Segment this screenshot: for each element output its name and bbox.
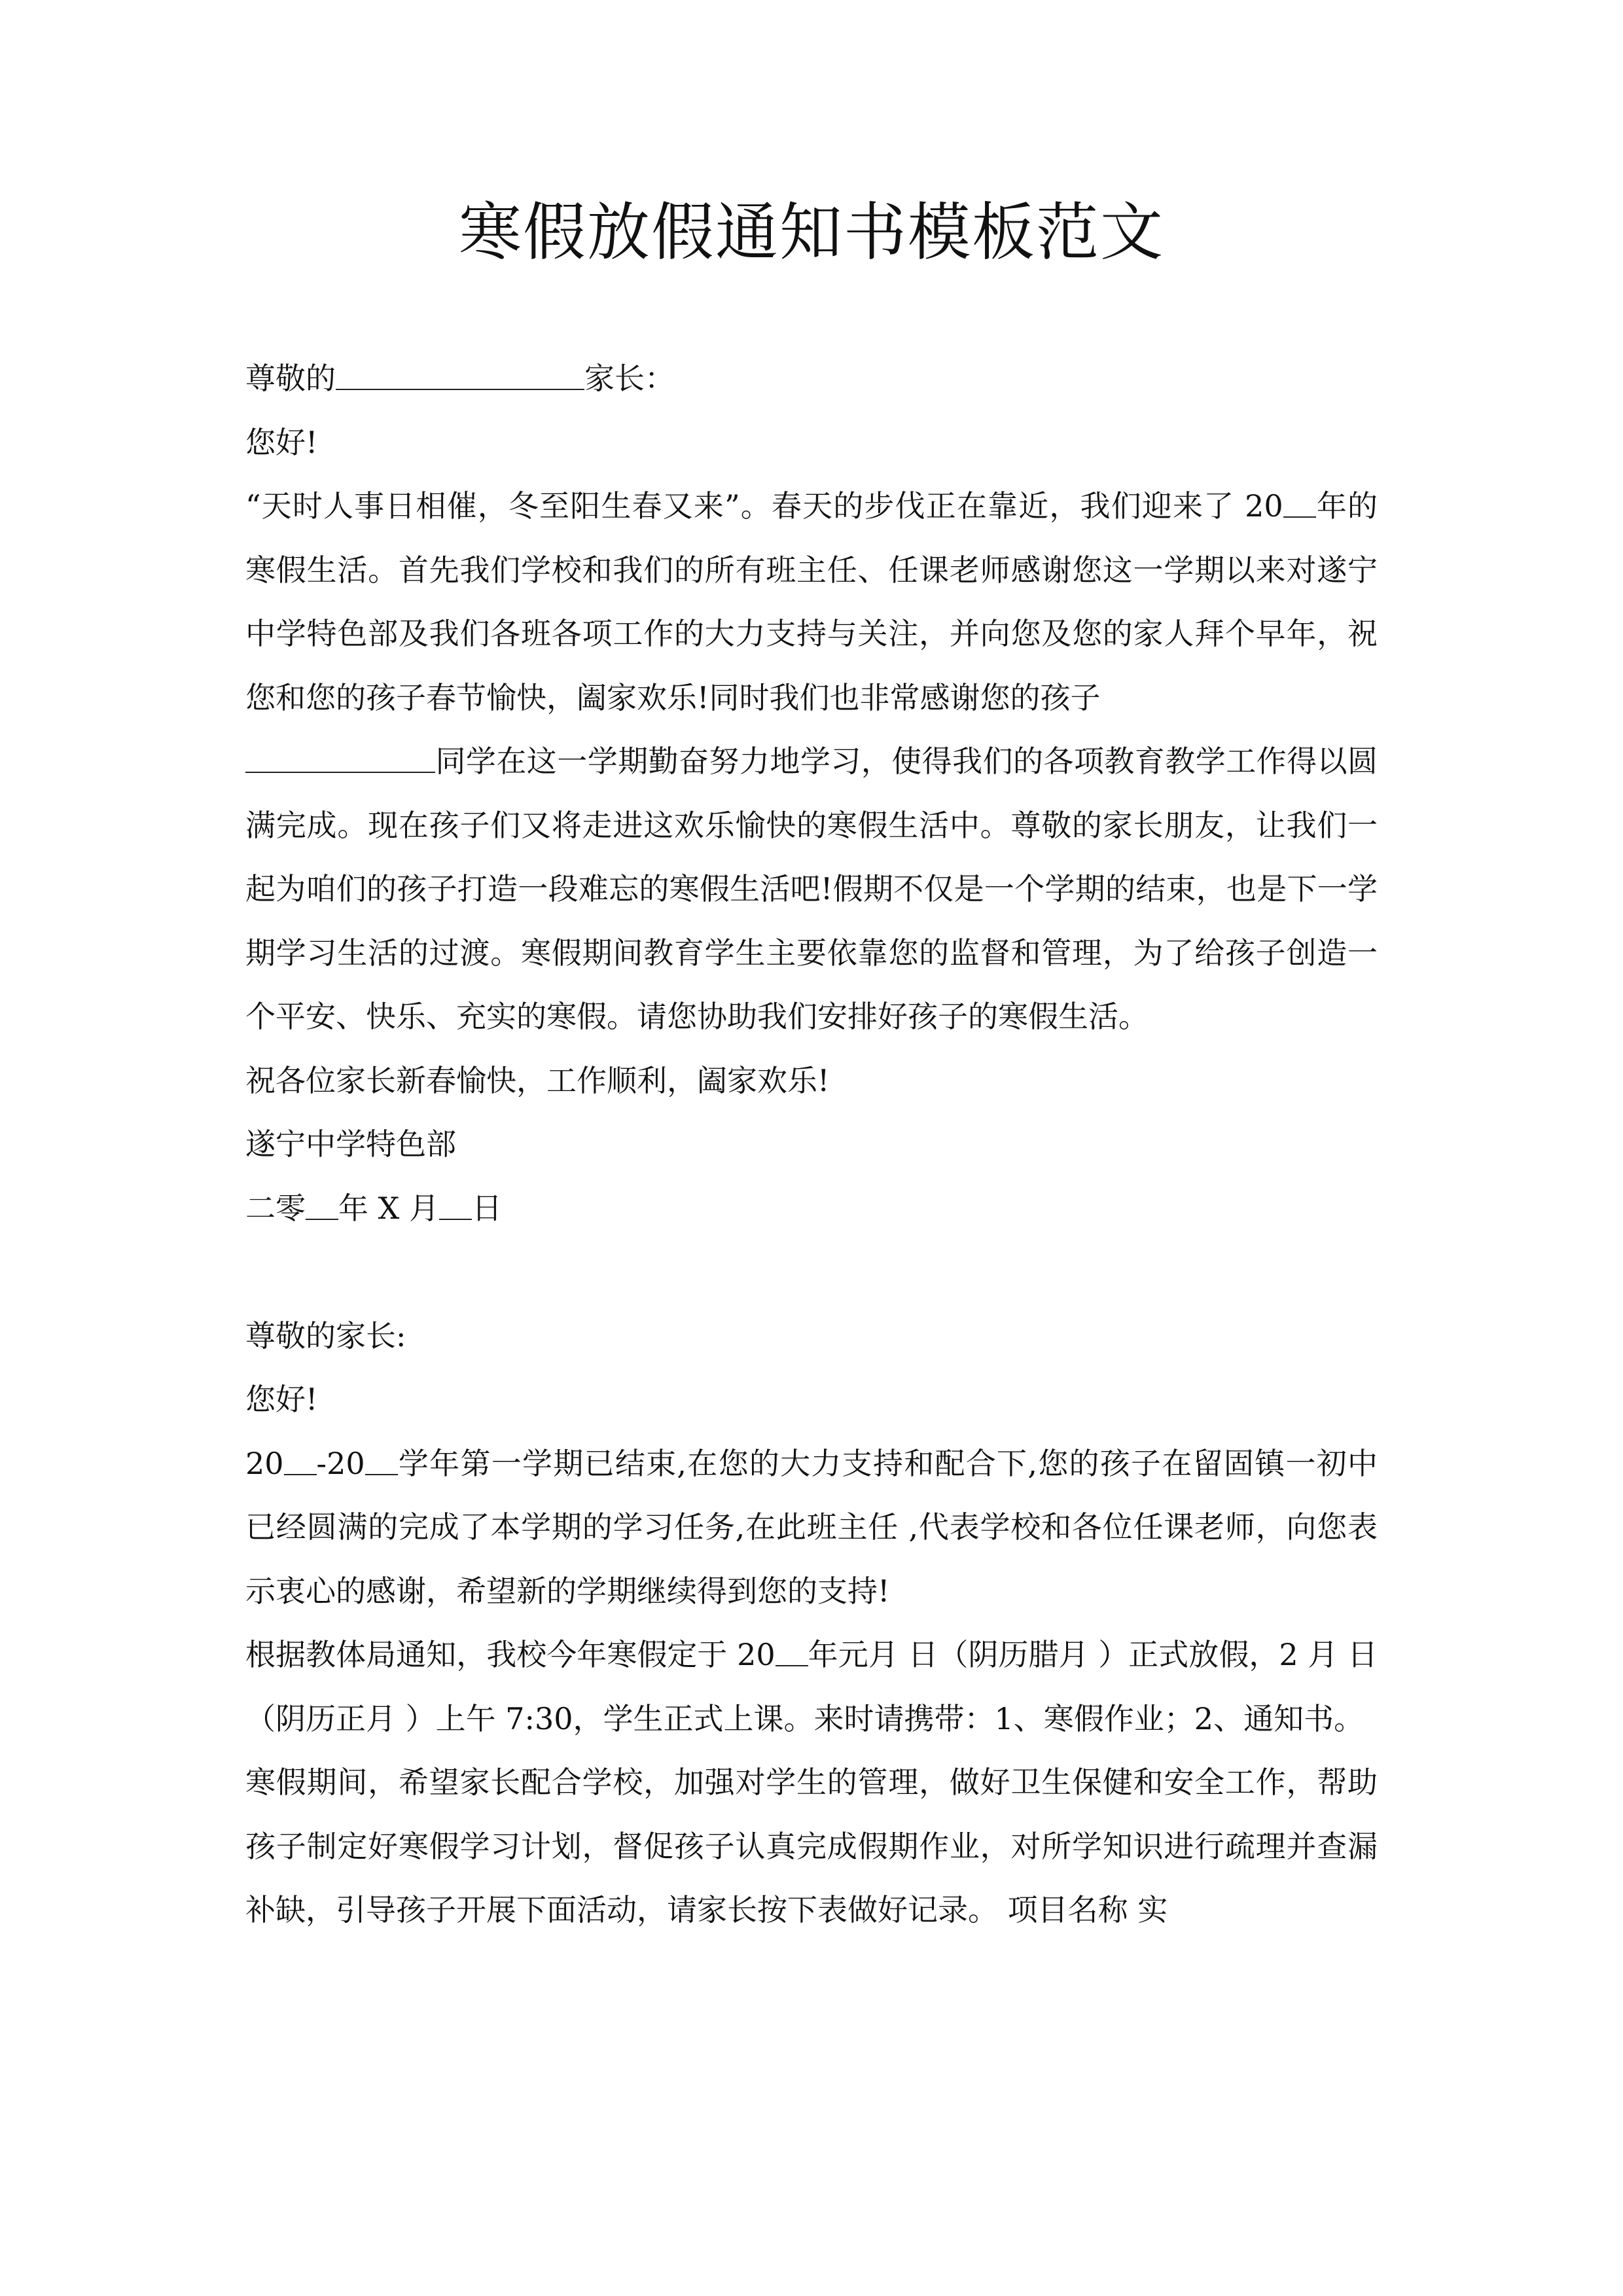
page-title: 寒假放假通知书模板范文 [459, 196, 1164, 269]
document-body [245, 347, 1378, 1943]
para-text: 学年第一学期已结束,在您的大力支持和配合下,您的孩子在留固镇一初中已经圆满的完成了本学期的学习任务,在此班主任 ,代表学校和各位任课老师，向您表示衷心的感谢，希望新的学期继续得到您的支持! [245, 1445, 1378, 1609]
year-blank [284, 1444, 317, 1475]
date-text: 二零 [245, 1190, 306, 1226]
letter2-paragraph-2 [245, 1623, 1378, 1751]
greeting-2: 您好! [245, 1382, 318, 1417]
para-text: -20 [316, 1445, 365, 1481]
year-blank [365, 1444, 398, 1475]
year-blank [1283, 486, 1316, 518]
name-blank [336, 359, 584, 390]
date-text: 年 X 月 [338, 1190, 439, 1226]
para-text: “天时人事日相催，冬至阳生春又来”。春天的步伐正在靠近，我们迎来了 20 [245, 488, 1283, 524]
salutation-suffix: 家长： [584, 361, 675, 396]
letter2-paragraph-3: 寒假期间，希望家长配合学校，加强对学生的管理，做好卫生保健和安全工作，帮助孩子制定好寒假学习计划，督促孩子认真完成假期作业，对所学知识进行疏理并查漏补缺，引导孩子开展下面活动，请家长按下表做好记录。 项目名称 实 [245, 1765, 1378, 1928]
signature: 遂宁中学特色部 [245, 1126, 456, 1162]
letter2-paragraph-1 [245, 1432, 1378, 1624]
para-text: 同学在这一学期勤奋努力地学习，使得我们的各项教育教学工作得以圆满完成。现在孩子们又将走进这欢乐愉快的寒假生活中。尊敬的家长朋友，让我们一起为咱们的孩子打造一段难忘的寒假生活吧!假期不仅是一个学期的结束，也是下一学期学习生活的过渡。寒假期间教育学生主要依靠您的监督和管理，为了给孩子创造一个平安、快乐、充实的寒假。请您协助我们安排好孩子的寒假生活。 [245, 744, 1378, 1034]
para-text: 年元月 日（阴历腊月 ）正式放假，2 月 日（阴历正月 ）上午 7:30，学生正式上课。来时请携带：1、寒假作业；2、通知书。 [245, 1637, 1378, 1736]
greeting: 您好! [245, 424, 318, 460]
para-text: 年的寒假生活。首先我们学校和我们的所有班主任、任课老师感谢您这一学期以来对遂宁中学特色部及我们各班各项工作的大力支持与关注，并向您及您的家人拜个早年，祝您和您的孩子春节愉快，阖家欢乐!同时我们也非常感谢您的孩子 [245, 488, 1378, 715]
para-text: 20 [245, 1445, 284, 1481]
letter1-paragraph [245, 475, 1378, 1049]
salutation-prefix: 尊敬的 [245, 361, 336, 396]
para-text: 根据教体局通知，我校今年寒假定于 20 [245, 1637, 776, 1672]
date-blank [306, 1189, 338, 1220]
student-name-blank [245, 742, 435, 773]
wishes: 祝各位家长新春愉快，工作顺利，阖家欢乐! [245, 1062, 830, 1098]
date-blank [439, 1189, 472, 1220]
salutation-2: 尊敬的家长: [245, 1318, 406, 1354]
year-blank [776, 1635, 808, 1666]
date-line [245, 1177, 1378, 1241]
salutation-line [245, 347, 1378, 411]
section-gap [245, 1240, 1378, 1304]
date-text: 日 [472, 1190, 502, 1226]
